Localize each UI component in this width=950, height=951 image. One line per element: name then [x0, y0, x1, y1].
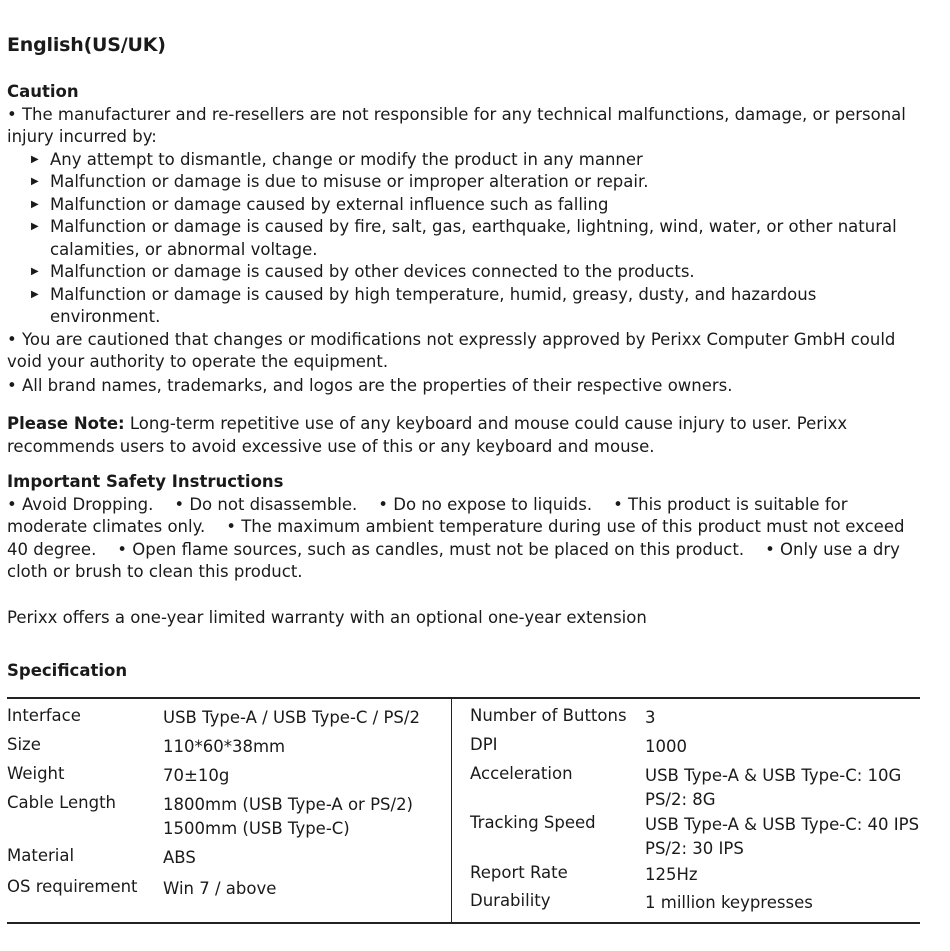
spec-value: 3: [645, 708, 656, 727]
spec-value: ABS: [163, 848, 196, 867]
spec-label: Cable Length: [7, 793, 116, 812]
spec-title: Specification: [7, 661, 128, 680]
triangle-bullet-icon: ▶: [31, 153, 39, 165]
spec-value: Win 7 / above: [163, 879, 277, 898]
spec-value: 110*60*38mm: [163, 737, 286, 756]
spec-label: Size: [7, 735, 41, 754]
spec-label: Durability: [470, 891, 551, 910]
list-item: ▶ Malfunction or damage caused by external influence such as falling: [7, 194, 927, 217]
list-item: ▶ Any attempt to dismantle, change or modify the product in any manner: [7, 149, 927, 172]
spec-label: Number of Buttons: [470, 706, 627, 725]
please-note-text: Long-term repetitive use of any keyboard and mouse could cause injury to user. Perixx recommends users to avoid excessive use of this or any keyboard and mouse.: [7, 414, 848, 456]
caution-note-trademarks: • All brand names, trademarks, and logos are the properties of their respective owners.: [7, 375, 733, 395]
spec-value: 1 million keypresses: [645, 893, 813, 912]
spec-value: 1800mm (USB Type-A or PS/2): [163, 795, 413, 814]
triangle-bullet-icon: ▶: [31, 266, 39, 277]
spec-label: Acceleration: [470, 764, 573, 783]
spec-value: USB Type-A & USB Type-C: 10G: [645, 766, 902, 785]
spec-value-line2: PS/2: 30 IPS: [645, 839, 744, 858]
caution-note-modifications: • You are cautioned that changes or modifications not expressly approved by Perixx Computer GmbH could void your authority to operate the equipment.: [7, 329, 896, 371]
list-item: ▶ Malfunction or damage is caused by fire, salt, gas, earthquake, lightning, wind, water, or other natural calamities, or abnormal voltage.: [31, 217, 897, 259]
page-title: English(US/UK): [7, 34, 166, 56]
spec-label: Tracking Speed: [470, 813, 596, 832]
list-item: ▶ Malfunction or damage is caused by high temperature, humid, greasy, dusty, and hazardous environment.: [31, 284, 817, 326]
caution-intro: • The manufacturer and re-resellers are not responsible for any technical malfunctions, damage, or personal injury incurred by:: [7, 104, 906, 146]
triangle-bullet-icon: ▶: [31, 221, 39, 232]
caution-section: [7, 81, 927, 397]
list-item: ▶ Malfunction or damage is due to misuse or improper alteration or repair.: [7, 171, 927, 194]
spec-label: Material: [7, 846, 75, 865]
spec-value: USB Type-A & USB Type-C: 40 IPS: [645, 815, 920, 834]
spec-label: DPI: [470, 735, 498, 754]
spec-value: USB Type-A / USB Type-C / PS/2: [163, 708, 420, 727]
spec-value-line2: PS/2: 8G: [645, 790, 716, 809]
triangle-bullet-icon: ▶: [31, 176, 39, 187]
spec-value-line2: 1500mm (USB Type-C): [163, 819, 350, 838]
spec-column-left: [7, 699, 450, 922]
spec-column-right: [451, 699, 921, 922]
spec-label: Report Rate: [470, 863, 568, 882]
please-note-section: [7, 413, 927, 458]
caution-title: Caution: [7, 82, 79, 101]
triangle-bullet-icon: ▶: [31, 288, 39, 300]
spec-label: Interface: [7, 706, 81, 725]
spec-label: OS requirement: [7, 877, 138, 896]
spec-table: [7, 697, 920, 924]
spec-value: 70±10g: [163, 766, 230, 785]
triangle-bullet-icon: ▶: [31, 198, 39, 210]
please-note-label: Please Note:: [7, 414, 125, 433]
spec-label: Weight: [7, 764, 65, 783]
safety-title: Important Safety Instructions: [7, 472, 284, 491]
warranty-text: Perixx offers a one-year limited warranty with an optional one-year extension: [7, 608, 647, 627]
spec-value: 1000: [645, 737, 687, 756]
safety-text: • Avoid Dropping. • Do not disassemble. • Do no expose to liquids. • This product is suitable for moderate climates only. • The maximum ambient temperature during use of this product must not exceed 40 degree. • Open flame sources, such as candles, must not be placed on this product. • Only use a dry cloth or brush to clean this product.: [7, 494, 910, 581]
list-item: ▶ Malfunction or damage is caused by other devices connected to the products.: [7, 261, 927, 284]
spec-value: 125Hz: [645, 865, 698, 884]
safety-section: [7, 471, 927, 584]
caution-list: [7, 149, 927, 329]
